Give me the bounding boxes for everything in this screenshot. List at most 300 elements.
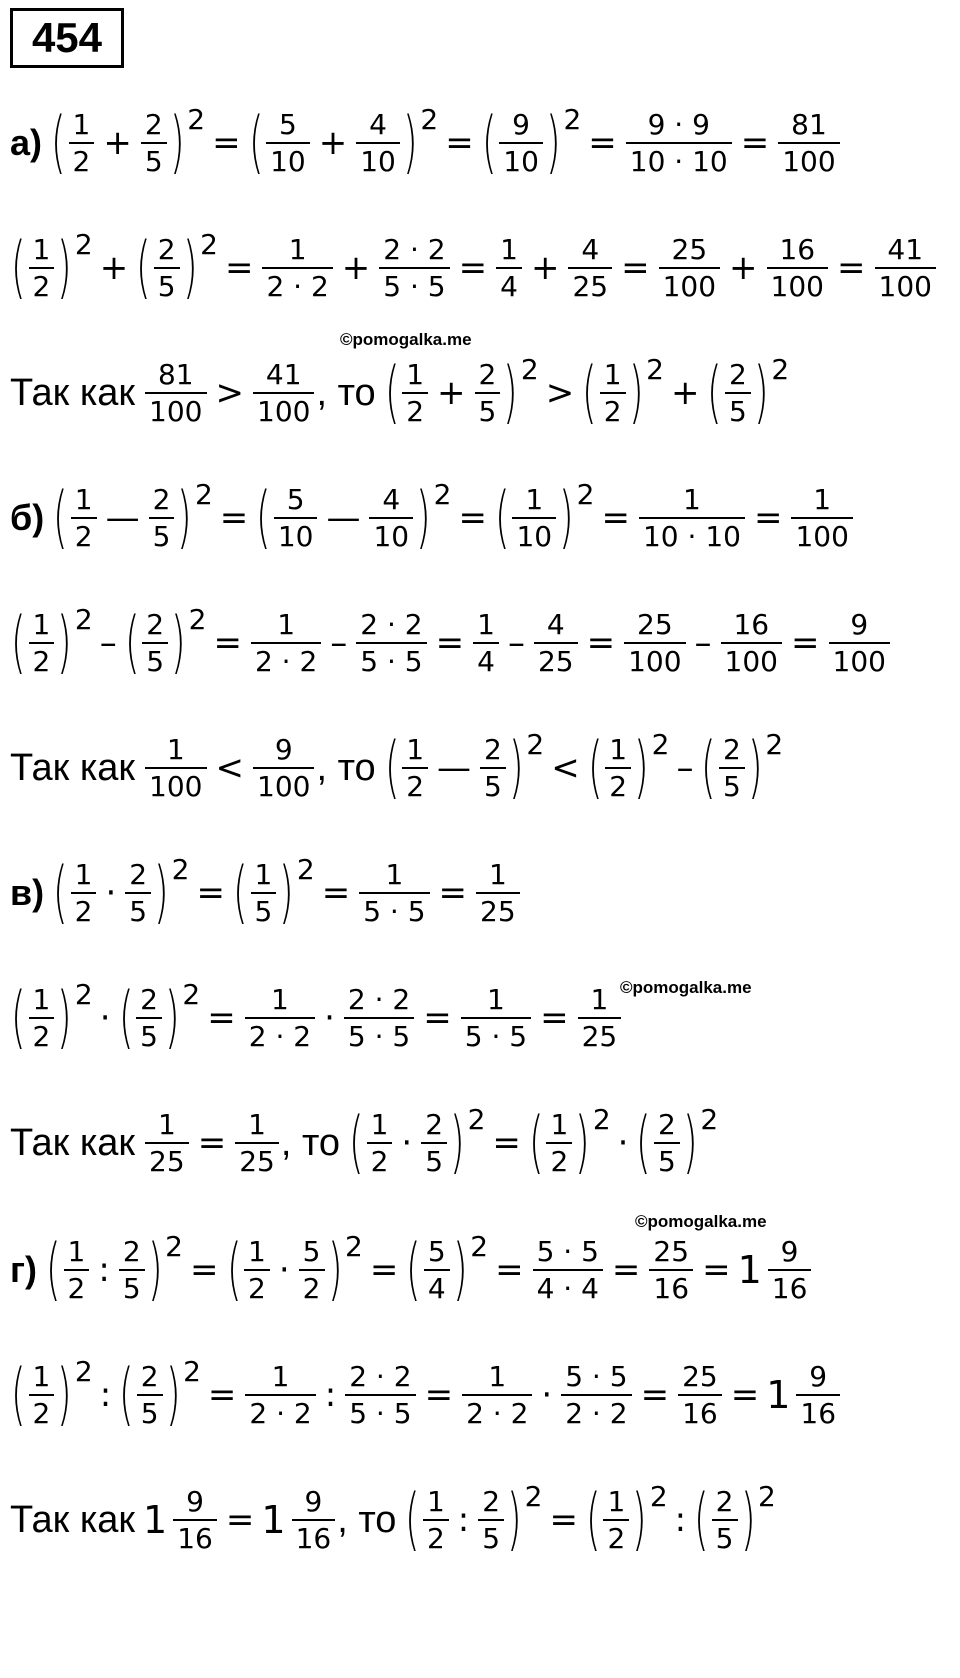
row-v-product — [10, 845, 522, 941]
parenthesized-power — [404, 1480, 543, 1559]
operator: = — [791, 623, 820, 663]
left-paren: ( — [585, 1480, 601, 1559]
denominator: 2 — [29, 267, 55, 301]
left-paren: ( — [118, 978, 134, 1057]
operator: · — [617, 1123, 629, 1163]
parenthesized-power — [135, 228, 218, 307]
fraction — [64, 1234, 90, 1305]
numerator: 25 — [682, 1359, 718, 1393]
row-g-quotient-squares — [10, 1347, 842, 1443]
operator: – — [99, 623, 117, 663]
denominator: 5 — [725, 392, 751, 426]
problem-number: 454 — [10, 8, 124, 68]
operator: = — [540, 998, 569, 1038]
numerator: 1 — [166, 732, 185, 766]
operator: : — [98, 1250, 110, 1290]
exponent: 2 — [200, 228, 218, 261]
fraction — [149, 482, 175, 553]
fraction — [473, 607, 499, 678]
exponent: 2 — [649, 1480, 668, 1513]
parentheses — [528, 1103, 591, 1182]
numerator: 2 · 2 — [360, 607, 423, 641]
exponent: 2 — [74, 228, 93, 261]
parenthesized-power — [384, 728, 545, 807]
right-paren: ) — [753, 353, 769, 432]
operator: = — [458, 498, 487, 538]
whole-part: 1 — [261, 1498, 286, 1542]
fraction — [721, 607, 782, 678]
numerator: 2 — [146, 607, 165, 641]
numerator: 9 — [186, 1484, 204, 1518]
exponent: 2 — [345, 1230, 363, 1263]
parentheses — [10, 228, 73, 307]
operator: = — [753, 498, 783, 538]
denominator: 5 · 5 — [345, 1394, 415, 1428]
right-paren: ) — [169, 103, 185, 182]
fraction — [480, 732, 506, 803]
left-paren: ( — [587, 728, 603, 807]
denominator: 25 — [568, 267, 612, 301]
denominator: 2 — [423, 1519, 449, 1553]
operator: = — [492, 1123, 521, 1163]
parentheses — [248, 103, 419, 182]
fraction — [659, 232, 720, 303]
denominator: 5 — [142, 642, 168, 676]
operator: = — [438, 873, 468, 913]
parentheses — [10, 1355, 73, 1434]
fraction — [145, 1107, 189, 1178]
fraction — [379, 232, 449, 303]
parenthesized-power — [384, 353, 539, 432]
exponent: 2 — [700, 1103, 719, 1136]
fraction — [476, 857, 520, 928]
left-paren: ( — [248, 103, 264, 182]
right-paren: ) — [171, 603, 186, 682]
numerator: 1 — [406, 732, 425, 766]
operator: + — [99, 248, 129, 288]
denominator: 25 — [534, 642, 578, 676]
denominator: 2 — [605, 767, 631, 801]
fraction — [29, 232, 55, 303]
operator: – — [330, 623, 348, 663]
fraction — [262, 232, 332, 303]
operator: > — [215, 373, 244, 413]
fraction — [768, 1234, 812, 1305]
right-paren: ) — [450, 1103, 465, 1182]
numerator: 81 — [157, 357, 194, 391]
fraction — [534, 607, 578, 678]
denominator: 4 — [473, 642, 499, 676]
parentheses — [135, 228, 198, 307]
right-paren: ) — [559, 478, 574, 557]
numerator: 16 — [733, 607, 770, 641]
numerator: 1 — [32, 1359, 51, 1393]
denominator: 25 — [578, 1017, 622, 1051]
numerator: 16 — [779, 232, 816, 266]
parenthesized-power — [10, 1355, 93, 1434]
part-label: а) — [10, 122, 43, 163]
operator: = — [445, 123, 474, 163]
denominator: 16 — [649, 1269, 693, 1303]
denominator: 10 — [369, 517, 413, 551]
exponent: 2 — [74, 603, 93, 636]
exponent: 2 — [765, 728, 784, 761]
right-paren: ) — [682, 1103, 698, 1182]
operator: + — [729, 248, 758, 288]
operator: = — [730, 1375, 760, 1415]
denominator: 100 — [721, 642, 782, 676]
operator: — — [105, 498, 140, 538]
numerator: 2 · 2 — [383, 232, 446, 266]
parentheses — [226, 1230, 344, 1309]
operator: : — [99, 1375, 112, 1415]
fraction — [725, 357, 751, 428]
left-paren: ( — [701, 728, 717, 807]
denominator: 2 · 2 — [262, 267, 332, 301]
parenthesized-power — [226, 1230, 363, 1309]
numerator: 1 — [590, 982, 609, 1016]
parenthesized-power — [528, 1103, 611, 1182]
fraction — [253, 357, 314, 428]
numerator: 41 — [265, 357, 302, 391]
exponent: 2 — [520, 353, 539, 386]
text: , то — [316, 371, 376, 414]
parentheses — [581, 353, 644, 432]
fraction — [29, 607, 55, 678]
fraction — [778, 107, 839, 178]
numerator: 1 — [271, 1359, 290, 1393]
operator: — — [326, 498, 361, 538]
denominator: 2 — [299, 1269, 325, 1303]
operator: + — [530, 248, 560, 288]
numerator: 2 — [122, 1234, 141, 1268]
operator: = — [424, 1375, 454, 1415]
denominator: 2 · 2 — [245, 1017, 315, 1051]
numerator: 2 — [728, 357, 747, 391]
parenthesized-power — [693, 1480, 776, 1559]
numerator: 1 — [288, 232, 307, 266]
fraction — [245, 982, 315, 1053]
fraction — [292, 1484, 336, 1555]
denominator: 5 — [149, 517, 175, 551]
operator: = — [549, 1500, 578, 1540]
parentheses — [585, 1480, 648, 1559]
numerator: 1 — [477, 607, 495, 641]
parentheses — [10, 603, 73, 682]
numerator: 81 — [791, 107, 827, 141]
right-paren: ) — [57, 978, 72, 1057]
right-paren: ) — [57, 228, 72, 307]
row-a-sum-squares — [10, 220, 938, 316]
denominator: 10 — [274, 517, 318, 551]
parentheses — [384, 353, 519, 432]
denominator: 10 — [266, 142, 310, 176]
denominator: 2 — [29, 1017, 55, 1051]
parentheses — [255, 478, 431, 557]
denominator: 25 — [145, 1142, 189, 1176]
numerator: 2 — [715, 1484, 734, 1518]
numerator: 2 — [140, 982, 158, 1016]
parenthesized-power — [232, 853, 315, 932]
fraction — [344, 982, 414, 1053]
left-paren: ( — [582, 353, 597, 432]
parentheses — [405, 1230, 468, 1309]
numerator: 4 — [369, 107, 387, 141]
numerator: 2 — [425, 1107, 444, 1141]
exponent: 2 — [651, 728, 670, 761]
fraction — [145, 357, 206, 428]
text: , то — [316, 746, 376, 789]
numerator: 9 — [850, 607, 869, 641]
mixed-number — [766, 1359, 842, 1430]
numerator: 5 — [279, 107, 297, 141]
left-paren: ( — [136, 228, 151, 307]
denominator: 5 — [251, 892, 277, 926]
operator: = — [197, 1123, 227, 1163]
right-paren: ) — [508, 728, 524, 807]
fraction — [568, 232, 612, 303]
operator: < — [215, 748, 244, 788]
fraction — [251, 607, 321, 678]
text: , то — [280, 1121, 341, 1164]
left-paren: ( — [384, 353, 400, 432]
numerator: 1 — [74, 857, 93, 891]
operator: : — [324, 1375, 337, 1415]
right-paren: ) — [57, 1355, 72, 1434]
denominator: 4 — [424, 1269, 450, 1303]
text: Так как — [10, 371, 136, 414]
exponent: 2 — [576, 478, 595, 511]
numerator: 1 — [248, 1107, 266, 1141]
left-paren: ( — [528, 1103, 544, 1182]
left-paren: ( — [694, 1480, 709, 1559]
right-paren: ) — [632, 1480, 647, 1559]
denominator: 5 — [125, 892, 151, 926]
operator: = — [190, 1250, 219, 1290]
parentheses — [232, 853, 295, 932]
fraction — [235, 1107, 279, 1178]
numerator: 2 — [157, 232, 176, 266]
denominator: 10 · 10 — [626, 142, 732, 176]
row-a-sum — [10, 95, 842, 191]
operator: — — [437, 748, 472, 788]
fraction — [244, 1234, 270, 1305]
denominator: 5 — [654, 1142, 680, 1176]
row-g-quotient — [10, 1222, 813, 1318]
row-g-conclusion — [10, 1472, 776, 1568]
operator: > — [545, 373, 575, 413]
operator: = — [369, 1250, 399, 1290]
operator: = — [495, 1250, 524, 1290]
numerator: 5 · 5 — [536, 1234, 599, 1268]
parentheses — [118, 1355, 181, 1434]
left-paren: ( — [707, 353, 723, 432]
denominator: 2 — [29, 642, 55, 676]
numerator: 1 — [488, 1359, 507, 1393]
exponent: 2 — [74, 978, 93, 1011]
parenthesized-power — [405, 1230, 489, 1309]
operator: = — [321, 873, 351, 913]
parenthesized-power — [124, 603, 207, 682]
fraction — [145, 732, 206, 803]
right-paren: ) — [182, 228, 198, 307]
exponent: 2 — [194, 478, 213, 511]
exponent: 2 — [467, 1103, 486, 1136]
fraction — [499, 107, 543, 178]
parenthesized-power — [700, 728, 784, 807]
parenthesized-power — [481, 103, 582, 182]
operator: · — [99, 998, 111, 1038]
right-paren: ) — [327, 1230, 343, 1309]
numerator: 1 — [426, 1484, 445, 1518]
parentheses — [50, 103, 185, 182]
numerator: 1 — [370, 1107, 389, 1141]
operator: = — [611, 1250, 641, 1290]
left-paren: ( — [636, 1103, 652, 1182]
left-paren: ( — [481, 103, 497, 182]
operator: = — [837, 248, 866, 288]
fraction — [561, 1359, 631, 1430]
operator: – — [507, 623, 525, 663]
fraction — [626, 107, 732, 178]
fraction — [654, 1107, 680, 1178]
left-paren: ( — [494, 478, 510, 557]
operator: = — [601, 498, 630, 538]
parentheses — [348, 1103, 466, 1182]
numerator: 1 — [72, 107, 91, 141]
fraction — [299, 1234, 325, 1305]
parentheses — [706, 353, 769, 432]
left-paren: ( — [119, 1355, 134, 1434]
fraction — [345, 1359, 415, 1430]
watermark: ©pomogalka.me — [340, 330, 472, 349]
fraction — [605, 732, 631, 803]
denominator: 5 — [137, 1394, 163, 1428]
parentheses — [52, 853, 170, 932]
numerator: 4 — [382, 482, 401, 516]
operator: = — [207, 1375, 237, 1415]
fraction — [719, 732, 745, 803]
operator: = — [588, 123, 617, 163]
fraction — [29, 982, 55, 1053]
left-paren: ( — [53, 853, 68, 932]
right-paren: ) — [545, 103, 561, 182]
denominator: 5 — [136, 1017, 162, 1051]
watermark: ©pomogalka.me — [635, 1212, 767, 1231]
denominator: 2 — [69, 142, 95, 176]
numerator: 2 · 2 — [347, 982, 411, 1016]
denominator: 10 — [499, 142, 543, 176]
parentheses — [693, 1480, 756, 1559]
denominator: 2 — [71, 517, 97, 551]
row-b-difference — [10, 470, 855, 566]
left-paren: ( — [384, 728, 400, 807]
fraction — [356, 607, 426, 678]
operator: = — [640, 1375, 670, 1415]
parentheses — [404, 1480, 522, 1559]
operator: = — [224, 248, 254, 288]
fraction — [496, 232, 522, 303]
fraction — [154, 232, 180, 303]
exponent: 2 — [758, 1480, 776, 1513]
parenthesized-power — [255, 478, 452, 557]
parentheses — [494, 478, 575, 557]
parentheses — [45, 1230, 163, 1309]
text: Так как — [10, 1121, 136, 1164]
fraction — [402, 357, 428, 428]
numerator: 1 — [607, 1484, 626, 1518]
numerator: 5 — [427, 1234, 446, 1268]
denominator: 16 — [796, 1394, 840, 1428]
denominator: 16 — [768, 1269, 812, 1303]
numerator: 1 — [487, 982, 505, 1016]
operator: · — [541, 1375, 553, 1415]
parentheses — [118, 978, 181, 1057]
denominator: 5 — [712, 1519, 738, 1553]
operator: · — [401, 1123, 413, 1163]
parentheses — [700, 728, 763, 807]
denominator: 100 — [624, 642, 685, 676]
left-paren: ( — [53, 478, 68, 557]
denominator: 10 — [512, 517, 556, 551]
exponent: 2 — [296, 853, 315, 886]
denominator: 25 — [235, 1142, 279, 1176]
numerator: 2 — [722, 732, 741, 766]
text: Так как — [10, 1498, 136, 1541]
operator: = — [702, 1250, 731, 1290]
right-paren: ) — [147, 1230, 163, 1309]
fraction — [141, 107, 167, 178]
numerator: 1 — [157, 1107, 176, 1141]
exponent: 2 — [74, 1355, 93, 1388]
exponent: 2 — [563, 103, 582, 136]
right-paren: ) — [575, 1103, 590, 1182]
right-paren: ) — [164, 978, 180, 1057]
fraction — [69, 107, 95, 178]
exponent: 2 — [526, 728, 545, 761]
fraction — [369, 482, 413, 553]
fraction — [512, 482, 556, 553]
left-paren: ( — [405, 1480, 420, 1559]
row-b-conclusion — [10, 720, 783, 816]
operator: = — [225, 1500, 255, 1540]
fraction — [253, 732, 314, 803]
exponent: 2 — [470, 1230, 489, 1263]
denominator: 2 — [600, 392, 626, 426]
fraction — [533, 1234, 603, 1305]
fraction — [137, 1359, 163, 1430]
numerator: 9 — [809, 1359, 828, 1393]
parentheses — [635, 1103, 698, 1182]
operator: + — [341, 248, 371, 288]
denominator: 100 — [253, 767, 314, 801]
fraction — [875, 232, 936, 303]
text: , то — [337, 1498, 397, 1541]
parenthesized-power — [52, 853, 190, 932]
operator: + — [670, 373, 700, 413]
right-paren: ) — [279, 853, 294, 932]
fraction — [119, 1234, 145, 1305]
operator: = — [435, 623, 465, 663]
denominator: 2 — [71, 892, 97, 926]
exponent: 2 — [646, 353, 664, 386]
numerator: 9 — [512, 107, 530, 141]
numerator: 2 — [482, 1484, 501, 1518]
denominator: 5 — [421, 1142, 447, 1176]
parenthesized-power — [348, 1103, 486, 1182]
exponent: 2 — [433, 478, 452, 511]
left-paren: ( — [232, 853, 248, 932]
